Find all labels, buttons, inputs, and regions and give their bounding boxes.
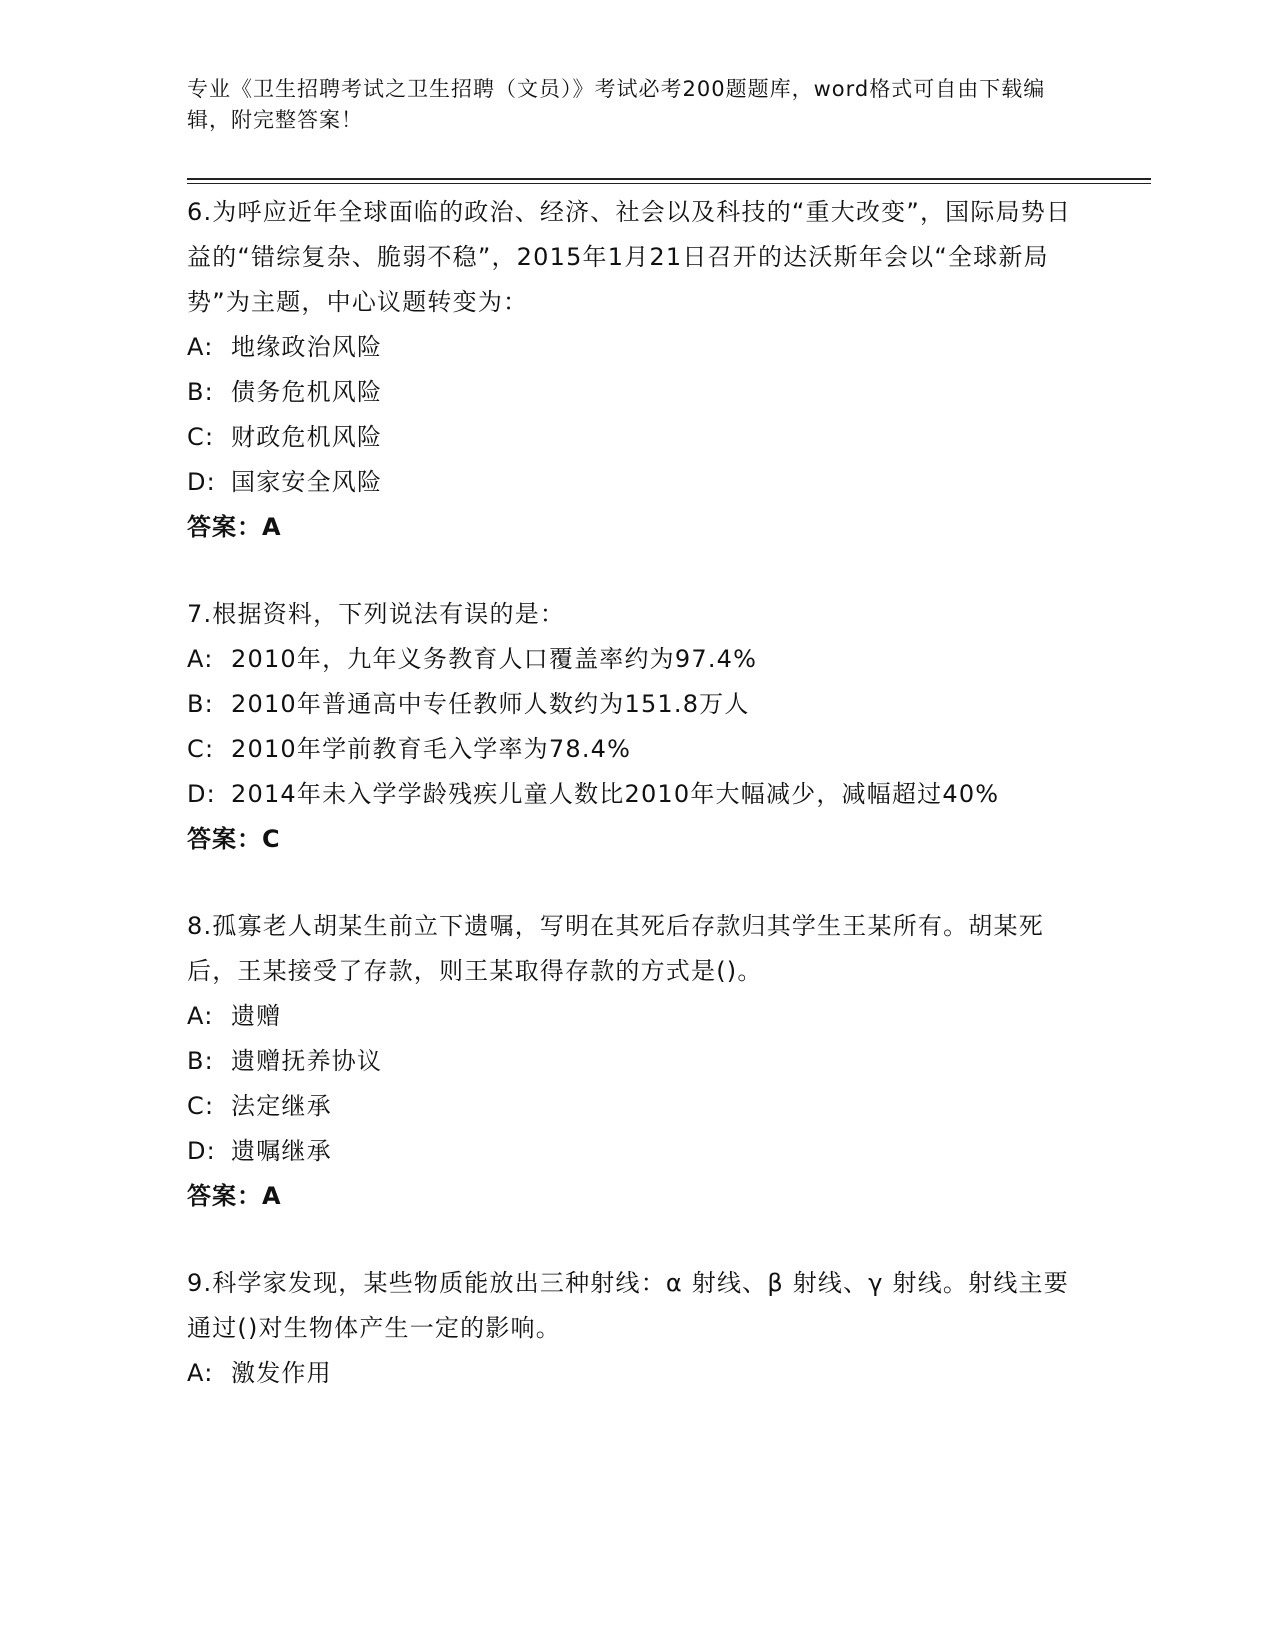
option-text: 财政危机风险 bbox=[231, 423, 383, 451]
question-7 bbox=[187, 592, 1087, 862]
question-8 bbox=[187, 904, 1087, 1219]
option-d bbox=[187, 460, 1087, 505]
option-text: 国家安全风险 bbox=[231, 468, 383, 496]
option-key: B: bbox=[187, 378, 214, 406]
option-text: 遗嘱继承 bbox=[231, 1137, 332, 1165]
option-c bbox=[187, 727, 1087, 772]
option-text: 2014年未入学学龄残疾儿童人数比2010年大幅减少，减幅超过40% bbox=[231, 780, 1000, 808]
option-text: 2010年学前教育毛入学率为78.4% bbox=[231, 735, 632, 763]
option-d bbox=[187, 772, 1087, 817]
answer-line: 答案：C bbox=[187, 825, 281, 853]
option-a bbox=[187, 637, 1087, 682]
option-text: 2010年，九年义务教育人口覆盖率约为97.4% bbox=[231, 645, 758, 673]
option-text: 2010年普通高中专任教师人数约为151.8万人 bbox=[231, 690, 750, 718]
option-key: C: bbox=[187, 1092, 215, 1120]
question-stem: 8.孤寡老人胡某生前立下遗嘱，写明在其死后存款归其学生王某所有。胡某死后，王某接受了存款，则王某取得存款的方式是()。 bbox=[187, 912, 1044, 985]
option-b bbox=[187, 370, 1087, 415]
option-text: 激发作用 bbox=[231, 1359, 332, 1387]
question-6 bbox=[187, 190, 1087, 550]
option-key: A: bbox=[187, 1002, 214, 1030]
header-rule-thick bbox=[187, 178, 1151, 180]
option-key: C: bbox=[187, 423, 215, 451]
option-b bbox=[187, 1039, 1087, 1084]
option-key: B: bbox=[187, 690, 214, 718]
header-rule-thin bbox=[187, 183, 1151, 184]
option-c bbox=[187, 1084, 1087, 1129]
option-c bbox=[187, 415, 1087, 460]
option-key: D: bbox=[187, 468, 216, 496]
answer-line: 答案：A bbox=[187, 1182, 282, 1210]
question-list bbox=[187, 190, 1087, 1438]
answer-line: 答案：A bbox=[187, 513, 282, 541]
question-stem: 7.根据资料，下列说法有误的是： bbox=[187, 600, 566, 628]
option-b bbox=[187, 682, 1087, 727]
option-text: 地缘政治风险 bbox=[231, 333, 383, 361]
option-key: D: bbox=[187, 1137, 216, 1165]
question-9 bbox=[187, 1261, 1087, 1396]
option-key: A: bbox=[187, 333, 214, 361]
option-text: 遗赠 bbox=[231, 1002, 282, 1030]
option-key: A: bbox=[187, 645, 214, 673]
option-key: C: bbox=[187, 735, 215, 763]
question-stem: 9.科学家发现，某些物质能放出三种射线：α 射线、β 射线、γ 射线。射线主要通过()对生物体产生一定的影响。 bbox=[187, 1269, 1069, 1342]
question-stem: 6.为呼应近年全球面临的政治、经济、社会以及科技的“重大改变”，国际局势日益的“错综复杂、脆弱不稳”，2015年1月21日召开的达沃斯年会以“全球新局势”为主题，中心议题转变为： bbox=[187, 198, 1072, 316]
option-key: D: bbox=[187, 780, 216, 808]
option-text: 法定继承 bbox=[231, 1092, 332, 1120]
option-key: A: bbox=[187, 1359, 214, 1387]
document-header: 专业《卫生招聘考试之卫生招聘（文员）》考试必考200题题库，word格式可自由下载编辑，附完整答案！ bbox=[187, 77, 1046, 132]
option-text: 遗赠抚养协议 bbox=[231, 1047, 383, 1075]
option-a bbox=[187, 994, 1087, 1039]
option-a bbox=[187, 325, 1087, 370]
option-d bbox=[187, 1129, 1087, 1174]
option-key: B: bbox=[187, 1047, 214, 1075]
option-a bbox=[187, 1351, 1087, 1396]
option-text: 债务危机风险 bbox=[231, 378, 383, 406]
